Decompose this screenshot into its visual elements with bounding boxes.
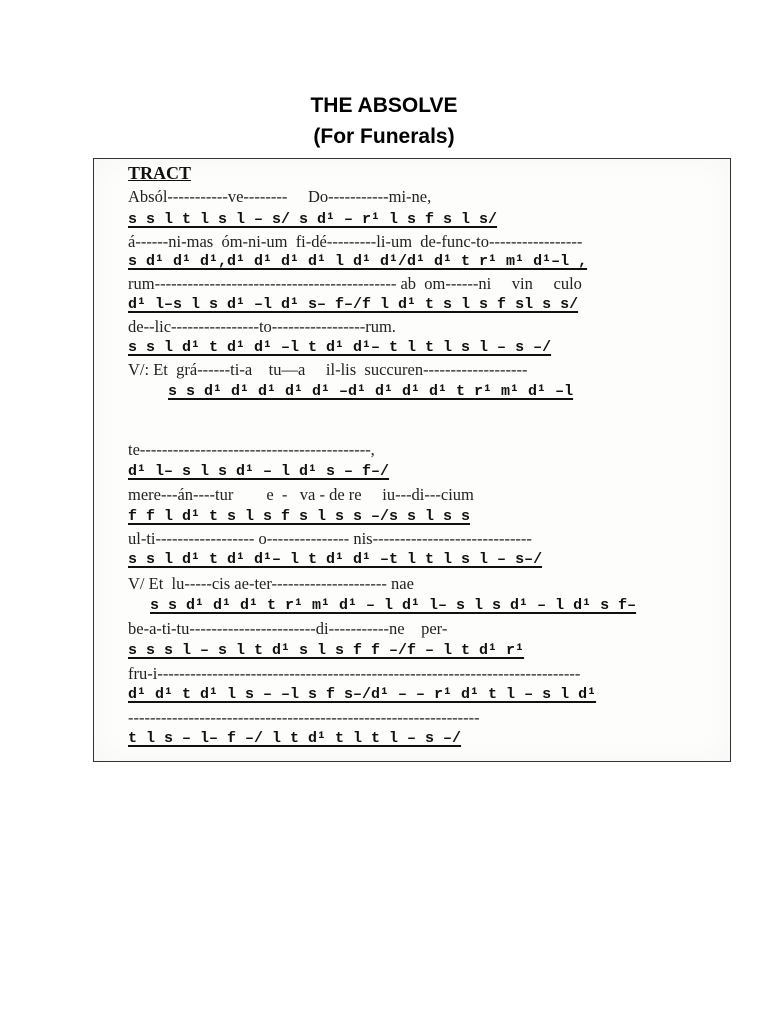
solfa-line: d¹ d¹ t d¹ l s – –l s f s–/d¹ – – r¹ d¹ t l – s l d¹ [128,686,597,703]
lyric-line: ---------------------------------------------------------------- [128,708,480,727]
lyric-line: mere---án----tur e - va - de re iu---di---cium [128,485,474,504]
page-title: THE ABSOLVE [310,94,458,117]
lyric-line: V/ Et lu-----cis ae-ter--------------------- nae [128,574,414,593]
lyric-line: de--lic----------------to-----------------rum. [128,317,396,336]
lyric-line: Absól-----------ve-------- Do-----------mi-ne, [128,187,432,206]
lyric-line: be-a-ti-tu-----------------------di-----------ne per- [128,619,448,638]
page-subtitle: (For Funerals) [313,125,455,148]
solfa-line: s s d¹ d¹ d¹ d¹ d¹ –d¹ d¹ d¹ d¹ t r¹ m¹ d¹ –l [168,383,574,400]
solfa-line: s s d¹ d¹ d¹ t r¹ m¹ d¹ – l d¹ l– s l s d¹ – l d¹ s f– [150,597,637,614]
solfa-line: s s l d¹ t d¹ d¹ –l t d¹ d¹– t l t l s l – s –/ [128,339,552,356]
lyric-line: fru-i----------------------------------------------------------------------------- [128,664,581,683]
solfa-line: s s l d¹ t d¹ d¹– l t d¹ d¹ –t l t l s l – s–/ [128,551,543,568]
lyric-line: V/: Et grá------ti-a tu—a il-lis succuren------------------- [128,360,528,379]
solfa-line: d¹ l–s l s d¹ –l d¹ s– f–/f l d¹ t s l s f sl s s/ [128,296,579,313]
lyric-line: ul-ti------------------ o--------------- nis----------------------------- [128,529,532,548]
solfa-line: s s s l – s l t d¹ s l s f f –/f – l t d¹ r¹ [128,642,525,659]
lyric-line: te------------------------------------------, [128,440,375,459]
lyric-line: rum-------------------------------------------- ab om------ni vin culo [128,274,582,293]
solfa-line: f f l d¹ t s l s f s l s s –/s s l s s [128,508,471,525]
lyric-line: á------ni-mas óm-ni-um fi-dé---------li-um de-func-to----------------- [128,232,583,251]
solfa-line: t l s – l– f –/ l t d¹ t l t l – s –/ [128,730,462,747]
section-heading: TRACT [128,163,192,183]
solfa-line: d¹ l– s l s d¹ – l d¹ s – f–/ [128,463,390,480]
solfa-line: s s l t l s l – s/ s d¹ – r¹ l s f s l s/ [128,211,498,228]
solfa-line: s d¹ d¹ d¹,d¹ d¹ d¹ d¹ l d¹ d¹/d¹ d¹ t r¹ m¹ d¹–l , [128,253,588,270]
